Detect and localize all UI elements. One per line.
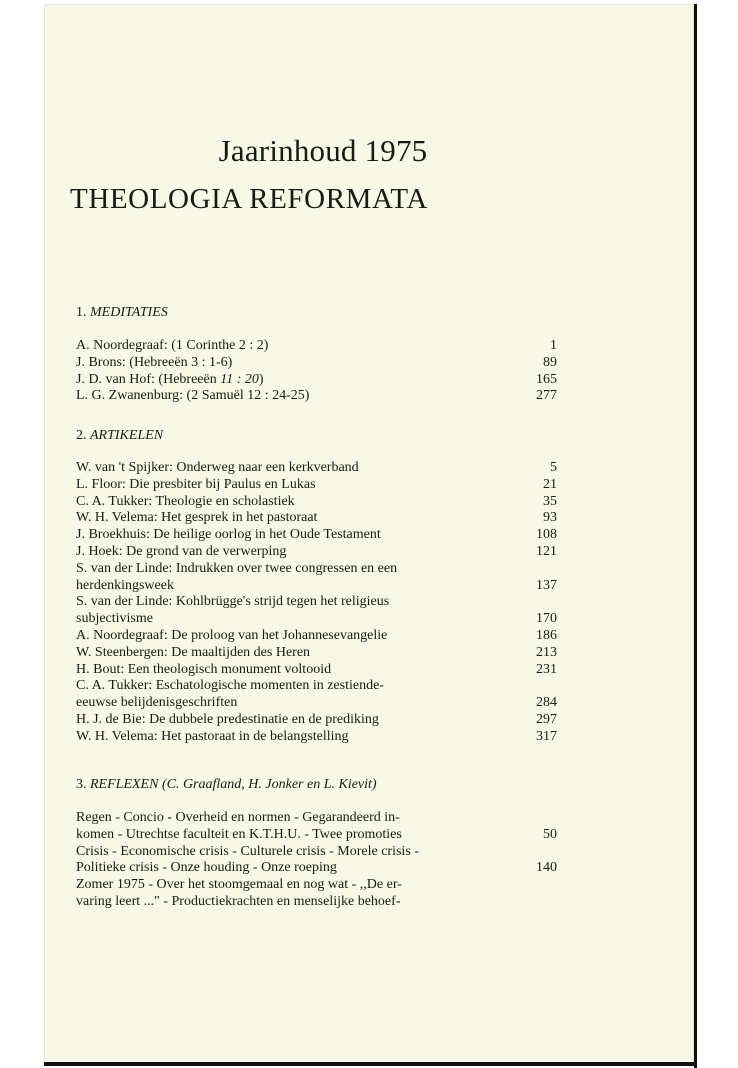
list-item-continued: eeuwse belijdenisgeschriften 284 [76, 695, 557, 711]
list-item-continued: subjectivisme 170 [76, 611, 557, 627]
list-item: C. A. Tukker: Eschatologische momenten in zestiende- [76, 678, 384, 694]
section-authors: (C. Graafland, H. Jonker en L. Kievit) [161, 777, 377, 792]
list-item: H. J. de Bie: De dubbele predestinatie en de prediking 297 [76, 711, 557, 727]
list-item: S. van der Linde: Indrukken over twee congressen en een [76, 560, 398, 576]
list-item: A. Noordegraaf: De proloog van het Johannesevangelie 186 [76, 627, 557, 643]
meditaties-list [76, 338, 557, 405]
list-item: S. van der Linde: Kohlbrügge's strijd tegen het religieus [76, 594, 390, 610]
section-heading-reflexen: 3. REFLEXEN (C. Graafland, H. Jonker en L. Kievit) [76, 777, 377, 792]
section-heading-artikelen: 2. ARTIKELEN [76, 428, 164, 443]
list-item: W. H. Velema: Het gesprek in het pastoraat 93 [76, 510, 557, 526]
list-item: Regen - Concio - Overheid en normen - Gegarandeerd in- [76, 810, 400, 825]
reflexen-list [76, 810, 557, 911]
page-edge-bottom [44, 1062, 697, 1066]
list-item-continued: Politieke crisis - Onze houding - Onze roeping 140 [76, 860, 557, 876]
page-title: Jaarinhoud 1975 [218, 133, 428, 168]
list-item: W. van 't Spijker: Onderweg naar een kerkverband 5 [76, 460, 557, 475]
list-item: Crisis - Economische crisis - Culturele crisis - Morele crisis - [76, 843, 419, 859]
list-item: C. A. Tukker: Theologie en scholastiek 35 [76, 493, 557, 509]
list-item: L. G. Zwanenburg: (2 Samuël 12 : 24-25) 277 [76, 388, 557, 404]
list-item-continued: herdenkingsweek 137 [76, 577, 557, 593]
section-heading-meditaties: 1. MEDITATIES [76, 305, 168, 320]
list-item-continued: komen - Utrechtse faculteit en K.T.H.U. - Twee promoties 50 [76, 826, 557, 842]
list-item-continued: varing leert ..." - Productiekrachten en menselijke behoef- [76, 893, 401, 909]
list-item: W. Steenbergen: De maaltijden des Heren 213 [76, 644, 557, 660]
list-item: Zomer 1975 - Over het stoomgemaal en nog wat - ,,De er- [76, 877, 402, 893]
list-item: J. Broekhuis: De heilige oorlog in het Oude Testament 108 [76, 527, 557, 543]
list-item: A. Noordegraaf: (1 Corinthe 2 : 2) 1 [76, 338, 557, 353]
list-item: J. Hoek: De grond van de verwerping 121 [76, 543, 557, 559]
list-item: W. H. Velema: Het pastoraat in de belangstelling 317 [76, 728, 557, 744]
artikelen-list [76, 460, 557, 746]
list-item: H. Bout: Een theologisch monument voltooid 231 [76, 661, 557, 677]
list-item: L. Floor: Die presbiter bij Paulus en Lukas 21 [76, 476, 557, 492]
list-item: J. Brons: (Hebreeën 3 : 1-6) 89 [76, 354, 557, 370]
list-item: J. D. van Hof: (Hebreeën 11 : 20) 165 [76, 371, 557, 387]
journal-title: THEOLOGIA REFORMATA [70, 183, 428, 215]
